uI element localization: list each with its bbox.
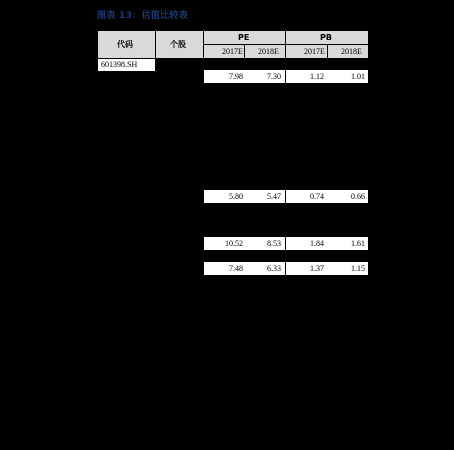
row-3-pe-2017: 10.52	[225, 239, 243, 248]
row-1-pb-2017: 1.12	[310, 72, 324, 81]
row-1-pe-2017: 7.98	[229, 72, 243, 81]
row-2-pe-2018: 5.47	[267, 192, 281, 201]
header-code-label: 代码	[117, 40, 133, 49]
row-3-pe-2018: 8.53	[267, 239, 281, 248]
row-4-pe-2018: 6.33	[267, 264, 281, 273]
row-3-pb-2017: 1.84	[310, 239, 324, 248]
header-pe-2018-label: 2018E	[258, 47, 279, 56]
header-stock-label: 个股	[170, 40, 186, 49]
row-4-pe-2017: 7.48	[229, 264, 243, 273]
header-pe-2017-label: 2017E	[222, 47, 243, 56]
row-1-code: 601398.SH	[101, 60, 138, 69]
row-4-pb-2017: 1.37	[310, 264, 324, 273]
header-pb-2017-label: 2017E	[304, 47, 325, 56]
header-pb-2018-label: 2018E	[341, 47, 362, 56]
row-1-pb-2018: 1.01	[351, 72, 365, 81]
row-1-pe-2018: 7.30	[267, 72, 281, 81]
header-pb-label: PB	[320, 33, 332, 42]
row-3-pb-2018: 1.61	[351, 239, 365, 248]
row-2-pe-2017: 5.80	[229, 192, 243, 201]
row-2-pb-2018: 0.66	[351, 192, 365, 201]
row-4-pb-2018: 1.15	[351, 264, 365, 273]
header-pe-label: PE	[238, 33, 250, 42]
table-caption: 图表 13：估值比较表	[97, 11, 188, 21]
row-2-pb-2017: 0.74	[310, 192, 324, 201]
